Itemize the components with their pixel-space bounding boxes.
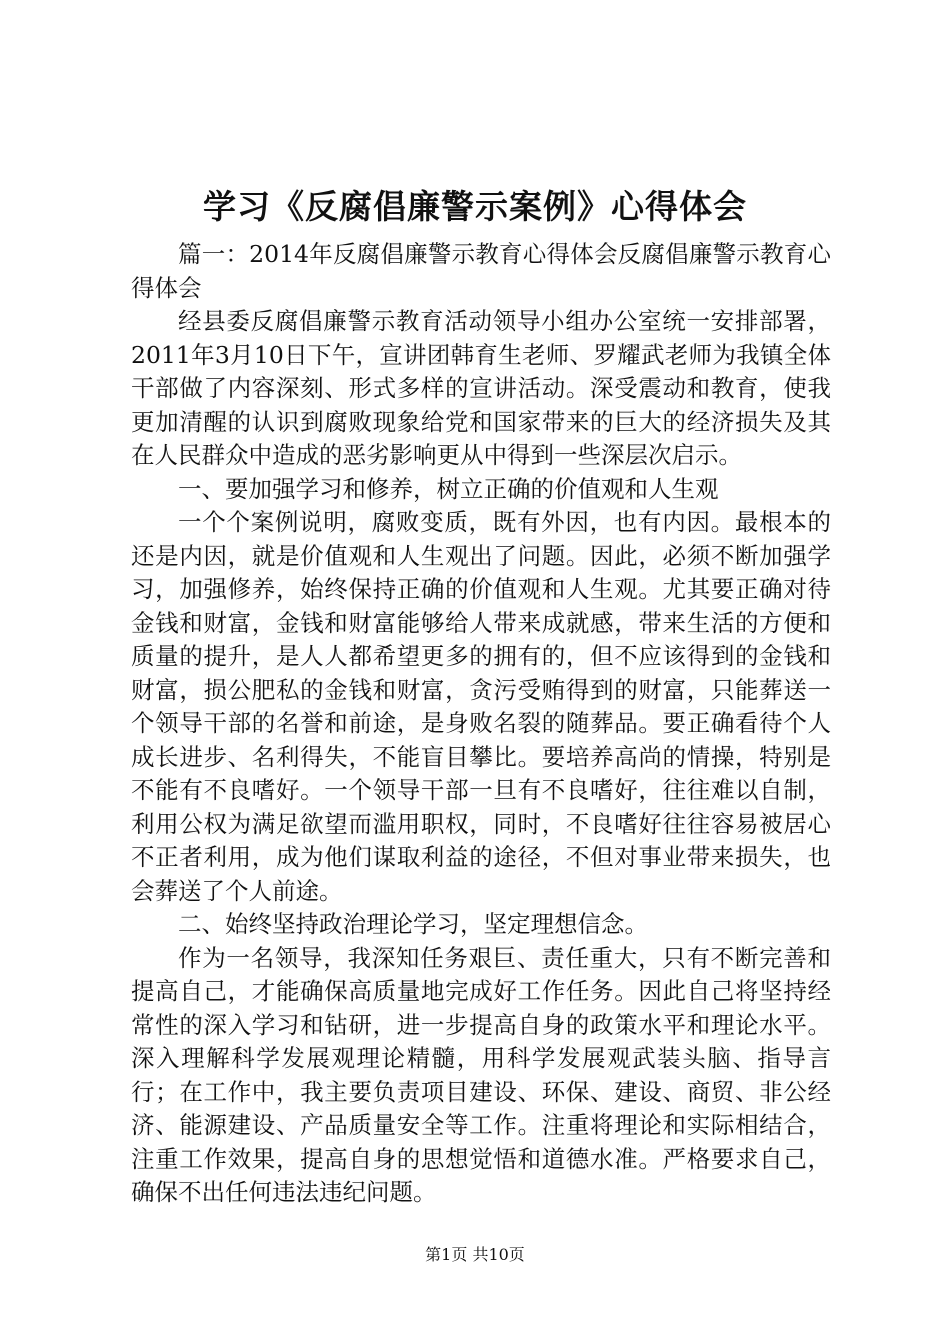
document-title: 学习《反腐倡廉警示案例》心得体会 bbox=[203, 187, 747, 226]
paragraph-arrangement: 经县委反腐倡廉警示教育活动领导小组办公室统一安排部署，2011年3月10日下午，宣讲团韩育生老师、罗耀武老师为我镇全体干部做了内容深刻、形式多样的宣讲活动。深受震动和教育，使我更加清醒的认识到腐败现象给党和国家带来的巨大的经济损失及其在人民群众中造成的恶劣影响更从中得到一些深层次启示。 bbox=[131, 307, 831, 469]
paragraph-values: 一个个案例说明，腐败变质，既有外因，也有内因。最根本的还是内因，就是价值观和人生观出了问题。因此，必须不断加强学习，加强修养，始终保持正确的价值观和人生观。尤其要正确对待金钱和财富，金钱和财富能够给人带来成就感，带来生活的方便和质量的提升，是人人都希望更多的拥有的，但不应该得到的金钱和财富，损公肥私的金钱和财富，贪污受贿得到的财富，只能葬送一个领导干部的名誉和前途，是身败名裂的随葬品。要正确看待个人成长进步、名利得失，不能盲目攀比。要培养高尚的情操，特别是不能有不良嗜好。一个领导干部一旦有不良嗜好，往往难以自制，利用公权为满足欲望而滥用职权，同时，不良嗜好往往容易被居心不正者利用，成为他们谋取利益的途径，不但对事业带来损失，也会葬送了个人前途。 bbox=[131, 508, 831, 905]
page-number-footer: 第1页 共10页 bbox=[425, 1245, 525, 1264]
document-body bbox=[131, 238, 831, 1210]
section-heading-one: 一、要加强学习和修养，树立正确的价值观和人生观 bbox=[178, 474, 719, 503]
paragraph-study: 作为一名领导，我深知任务艰巨、责任重大，只有不断完善和提高自己，才能确保高质量地完成好工作任务。因此自己将坚持经常性的深入学习和钻研，进一步提高自身的政策水平和理论水平。深入理解科学发展观理论精髓，用科学发展观武装头脑、指导言行；在工作中，我主要负责项目建设、环保、建设、商贸、非公经济、能源建设、产品质量安全等工作。注重将理论和实际相结合，注重工作效果，提高自身的思想觉悟和道德水准。严格要求自己，确保不出任何违法违纪问题。 bbox=[131, 943, 831, 1206]
section-heading-two: 二、始终坚持政治理论学习，坚定理想信念。 bbox=[178, 910, 648, 938]
paragraph-intro: 篇一：2014年反腐倡廉警示教育心得体会反腐倡廉警示教育心得体会 bbox=[131, 240, 831, 302]
